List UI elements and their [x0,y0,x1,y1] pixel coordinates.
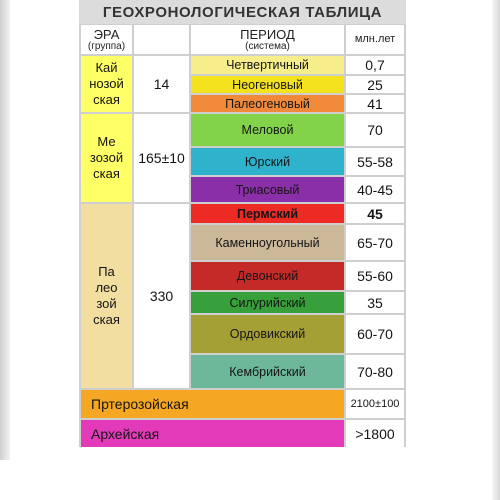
era-archean-mya: >1800 [346,420,404,447]
mya-header: млн.лет [346,25,404,54]
era-cenozoic-duration: 14 [134,56,189,112]
era-paleozoic-duration: 330 [134,204,189,388]
period-cretaceous: Меловой [191,114,344,146]
period-jurassic-mya: 55-58 [346,148,404,175]
era-proterozoic-mya: 2100±100 [346,390,404,418]
geochronological-table [79,0,406,447]
period-cambrian-mya: 70-80 [346,355,404,388]
period-paleogene: Палеогеновый [191,95,344,112]
period-ordovician-mya: 60-70 [346,315,404,353]
left-edge-shadow [0,0,10,460]
era-header-sublabel: (группа) [87,40,126,52]
right-edge-shadow [492,0,500,500]
period-devonian: Девонский [191,262,344,290]
period-neogene-mya: 25 [346,76,404,93]
period-carboniferous: Каменноугольный [191,225,344,260]
period-carboniferous-mya: 65-70 [346,225,404,260]
era-paleozoic: Па лео зой ская [81,204,132,388]
era-header [81,25,132,54]
period-cambrian: Кембрийский [191,355,344,388]
table-title: ГЕОХРОНОЛОГИЧЕСКАЯ ТАБЛИЦА [79,0,406,24]
period-ordovician: Ордовикский [191,315,344,353]
era-mesozoic-duration: 165±10 [134,114,189,202]
period-silurian-mya: 35 [346,292,404,313]
period-header-label: ПЕРИОД [240,26,295,42]
era-header-label: ЭРА [93,26,120,42]
period-header [191,25,344,54]
period-quaternary-mya: 0,7 [346,56,404,74]
period-quaternary: Четвертичный [191,56,344,74]
period-cretaceous-mya: 70 [346,114,404,146]
era-cenozoic: Кай нозой ская [81,56,132,112]
period-permian-mya: 45 [346,204,404,223]
duration-header [134,25,189,54]
period-paleogene-mya: 41 [346,95,404,112]
era-mesozoic: Ме зозой ская [81,114,132,202]
period-triassic: Триасовый [191,177,344,202]
period-jurassic: Юрский [191,148,344,175]
period-permian: Пермский [191,204,344,223]
period-header-sublabel: (система) [245,40,290,52]
period-triassic-mya: 40-45 [346,177,404,202]
era-proterozoic: Пртерозойская [81,390,344,418]
period-silurian: Силурийский [191,292,344,313]
era-archean: Архейская [81,420,344,447]
period-devonian-mya: 55-60 [346,262,404,290]
period-neogene: Неогеновый [191,76,344,93]
